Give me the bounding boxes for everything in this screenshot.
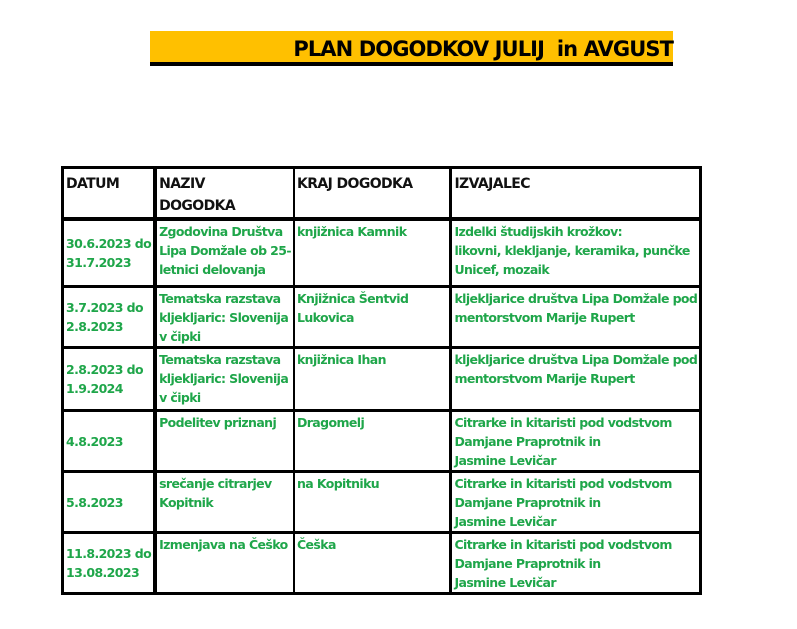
cell-text: 3.7.2023 do [66,300,143,315]
table-row [63,347,701,410]
cell-text: 4.8.2023 [66,433,123,449]
cell-text: knjižnica Ihan [296,351,386,367]
cell-text: 5.8.2023 [66,494,123,510]
cell-naziv [155,347,294,410]
cell-text: Lukovica [296,309,354,325]
cell-text: Kopitnik [159,494,214,510]
cell-text: v čipki [159,328,201,344]
cell-text: letnici delovanja [159,262,266,277]
table-header-row [63,168,701,220]
cell-naziv [155,532,294,593]
cell-text: mentorstvom Marije Rupert [454,309,635,325]
cell-datum [63,286,156,347]
cell-text: mentorstvom Marije Rupert [454,370,635,386]
cell-text: na Kopitniku [296,475,380,491]
cell-text: knjižnica Kamnik [296,224,407,239]
cell-text: 1.9.2024 [66,381,123,396]
cell-text: Podelitev priznanj [159,414,277,430]
cell-text: srečanje citrarjev [159,475,272,491]
cell-text: Damjane Praprotnik in [454,494,601,510]
cell-izvajalec [451,286,701,347]
cell-text: Knjižnica Šentvid [296,290,409,306]
cell-naziv [155,471,294,532]
cell-text: Unicef, mozaik [454,262,550,277]
cell-kraj [294,410,451,471]
cell-text: kljekljarice društva Lipa Domžale pod [454,351,698,367]
cell-text: likovni, klekljanje, keramika, punčke [454,243,690,258]
table-row [63,410,701,471]
header-label: KRAJ DOGODKA [296,176,413,192]
cell-kraj [294,347,451,410]
cell-text: Jasmine Levičar [454,513,556,529]
table-row [63,286,701,347]
cell-text: Tematska razstava [159,290,281,306]
cell-naziv [155,219,294,286]
header-label: DATUM [66,176,120,192]
cell-text: kljekljaric: Slovenija [159,370,289,386]
header-naziv [155,168,294,220]
cell-kraj [294,471,451,532]
cell-izvajalec [451,219,701,286]
events-table [61,166,702,595]
cell-text: Tematska razstava [159,351,281,367]
cell-text: 30.6.2023 do [66,236,152,252]
cell-datum [63,347,156,410]
cell-text: Izmenjava na Češko [159,536,288,552]
cell-kraj [294,219,451,286]
cell-izvajalec [451,410,701,471]
cell-text: Izdelki študijskih krožkov: [454,224,623,239]
cell-text: kljekljaric: Slovenija [159,309,289,325]
cell-naziv [155,410,294,471]
table-row [63,471,701,532]
cell-kraj [294,532,451,593]
cell-datum [63,532,156,593]
cell-text: 31.7.2023 [66,255,131,271]
cell-text: Citrarke in kitaristi pod vodstvom [454,414,672,430]
header-label: NAZIV [159,176,205,192]
cell-text: Lipa Domžale ob 25- [159,243,291,258]
header-label: IZVAJALEC [454,176,530,192]
cell-text: Jasmine Levičar [454,452,556,468]
cell-datum [63,219,156,286]
table-row [63,532,701,593]
cell-text: Damjane Praprotnik in [454,433,601,449]
header-kraj [294,168,451,220]
cell-izvajalec [451,532,701,593]
cell-kraj [294,286,451,347]
cell-datum [63,471,156,532]
cell-text: Damjane Praprotnik in [454,555,601,571]
page-title: PLAN DOGODKOV JULIJ in AVGUST [293,37,673,61]
cell-text: 11.8.2023 do [66,546,152,561]
cell-text: 13.08.2023 [66,565,140,580]
cell-text: Zgodovina Društva [159,224,283,239]
cell-naziv [155,286,294,347]
header-datum [63,168,156,220]
header-izvajalec [451,168,701,220]
cell-text: Citrarke in kitaristi pod vodstvom [454,536,672,552]
cell-text: Češka [296,536,336,552]
cell-text: 2.8.2023 do [66,362,143,377]
table-row [63,219,701,286]
cell-text: Citrarke in kitaristi pod vodstvom [454,475,672,491]
cell-text: v čipki [159,389,201,405]
title-banner [150,31,673,66]
cell-izvajalec [451,347,701,410]
cell-izvajalec [451,471,701,532]
cell-text: Jasmine Levičar [454,574,556,590]
header-label: DOGODKA [159,198,236,214]
cell-text: kljekljarice društva Lipa Domžale pod [454,290,698,306]
cell-datum [63,410,156,471]
cell-text: 2.8.2023 [66,319,123,334]
cell-text: Dragomelj [296,414,365,430]
